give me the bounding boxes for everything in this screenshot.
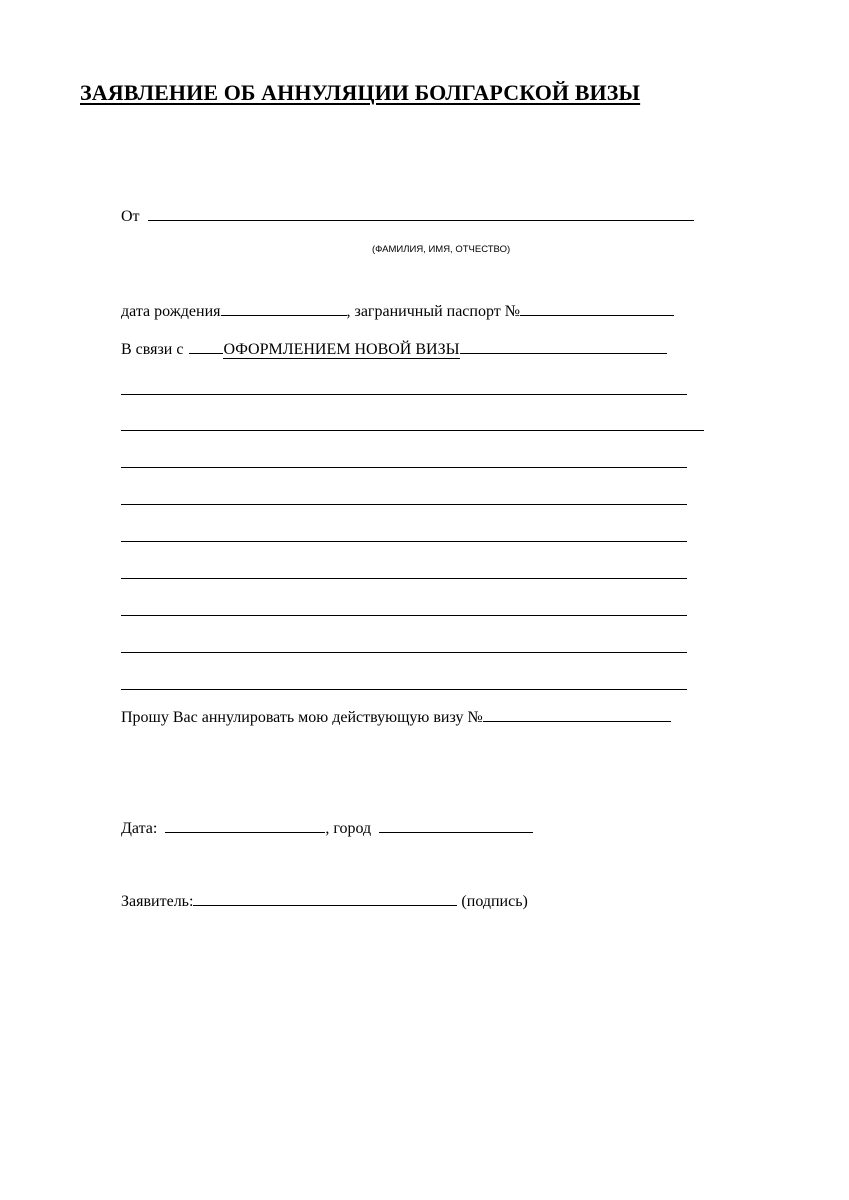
city-blank[interactable] xyxy=(379,831,533,833)
date-city-line xyxy=(121,820,533,838)
blank-rule-1[interactable] xyxy=(121,394,687,395)
from-hint: (ФАМИЛИЯ, ИМЯ, ОТЧЕСТВО) xyxy=(372,244,511,255)
passport-label: , заграничный паспорт № xyxy=(346,303,521,320)
visa-number-blank[interactable] xyxy=(483,720,671,722)
blank-rule-8[interactable] xyxy=(121,652,687,653)
request-text: Прошу Вас аннулировать мою действующую визу № xyxy=(121,709,483,726)
applicant-label: Заявитель: xyxy=(121,893,194,910)
date-blank[interactable] xyxy=(165,831,325,833)
reason-line xyxy=(121,341,667,359)
from-label: От xyxy=(121,208,140,225)
reason-blank-left[interactable] xyxy=(189,352,223,354)
from-blank[interactable] xyxy=(148,219,694,221)
birth-passport-line xyxy=(121,303,674,321)
reason-value: ОФОРМЛЕНИЕМ НОВОЙ ВИЗЫ xyxy=(223,341,460,358)
reason-blank-right[interactable] xyxy=(460,352,667,354)
blank-rule-5[interactable] xyxy=(121,541,687,542)
request-line xyxy=(121,709,671,727)
document-title: ЗАЯВЛЕНИЕ ОБ АННУЛЯЦИИ БОЛГАРСКОЙ ВИЗЫ xyxy=(80,80,641,105)
applicant-line xyxy=(121,893,528,911)
blank-rule-7[interactable] xyxy=(121,615,687,616)
blank-rule-9[interactable] xyxy=(121,689,687,690)
blank-rule-2[interactable] xyxy=(121,430,704,431)
city-label: , город xyxy=(325,820,372,837)
from-line xyxy=(121,208,694,226)
birth-label: дата рождения xyxy=(121,303,221,320)
reason-label: В связи с xyxy=(121,341,184,358)
blank-rule-3[interactable] xyxy=(121,467,687,468)
signature-label: (подпись) xyxy=(461,893,528,910)
blank-rule-4[interactable] xyxy=(121,504,687,505)
date-label: Дата: xyxy=(121,820,158,837)
applicant-blank[interactable] xyxy=(193,904,457,906)
blank-rule-6[interactable] xyxy=(121,578,687,579)
birth-date-blank[interactable] xyxy=(221,314,347,316)
passport-number-blank[interactable] xyxy=(520,314,674,316)
